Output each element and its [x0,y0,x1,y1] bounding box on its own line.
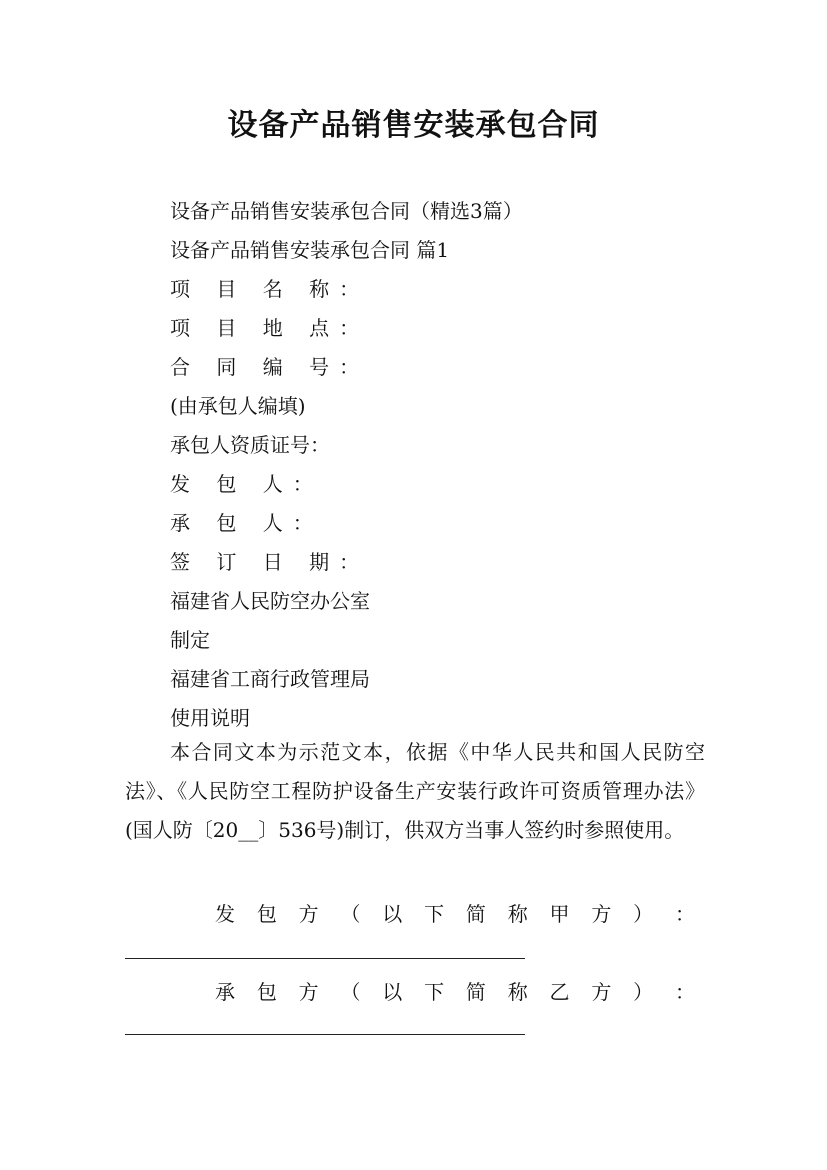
field-project-location: 项 目 地 点： [170,316,370,340]
party-char: 承 [215,980,235,1004]
party-char: 称 [507,902,528,926]
party-char: （ [340,980,361,1004]
party-char: 发 [215,902,235,926]
party-char: 以 [382,980,403,1004]
issuer-line-2: 制定 [170,628,210,652]
party-b-line [215,976,695,1005]
party-b-underline [125,1034,525,1035]
subtitle-line: 设备产品销售安装承包合同（精选3篇） [170,199,523,223]
field-contract-number: 合 同 编 号： [170,355,370,379]
party-char: 方 [591,980,612,1004]
party-char: 方 [591,902,612,926]
party-char: ： [674,902,695,926]
party-char: ： [674,980,695,1004]
party-char: 包 [256,980,277,1004]
document-title: 设备产品销售安装承包合同 [227,108,600,143]
usage-heading: 使用说明 [170,706,250,730]
field-signing-date: 签 订 日 期： [170,550,370,574]
party-char: 甲 [549,902,570,926]
party-char: 方 [298,902,319,926]
party-char: ） [633,902,654,926]
party-char: 方 [298,980,319,1004]
party-char: 乙 [549,980,570,1004]
field-note: (由承包人编填) [170,394,306,418]
usage-paragraph: 本合同文本为示范文本，依据《中华人民共和国人民防空法》、《人民防空工程防护设备生产安装行政许可资质管理办法》(国人防〔20__〕536号)制订，供双方当事人签约时参照使用。 [125,740,705,842]
party-a-line [215,898,695,927]
party-char: 简 [465,980,486,1004]
field-project-name: 项 目 名 称： [170,277,370,301]
party-char: 包 [256,902,277,926]
party-char: 简 [465,902,486,926]
section-heading: 设备产品销售安装承包合同 篇1 [170,238,450,262]
party-a-underline [125,958,525,959]
party-char: （ [340,902,361,926]
party-char: 下 [424,980,445,1004]
field-contractor: 承 包 人： [170,511,323,535]
field-employer: 发 包 人： [170,472,323,496]
party-char: 下 [424,902,445,926]
party-char: ） [633,980,654,1004]
party-char: 称 [507,980,528,1004]
party-char: 以 [382,902,403,926]
issuer-line-3: 福建省工商行政管理局 [170,667,370,691]
field-qualification-number: 承包人资质证号： [170,433,330,457]
issuer-line-1: 福建省人民防空办公室 [170,589,370,613]
